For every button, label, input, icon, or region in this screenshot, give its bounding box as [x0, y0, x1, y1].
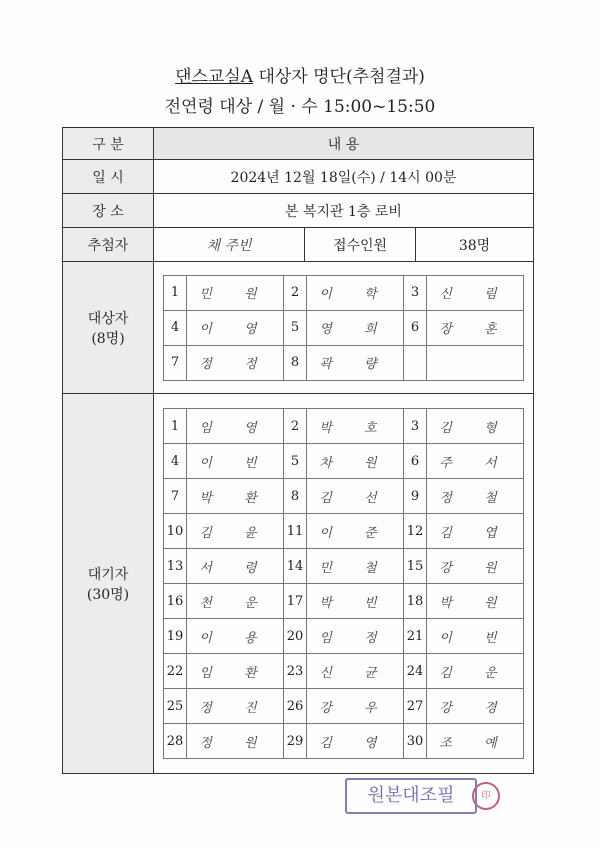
original-copy-stamp: 원본대조필 — [345, 778, 477, 814]
entry-number — [404, 345, 427, 380]
entry-number: 28 — [164, 724, 187, 759]
table-row — [164, 689, 524, 724]
entry-number: 17 — [284, 584, 307, 619]
entry-name-cell — [187, 689, 284, 724]
entry-name: 정 철 — [439, 490, 511, 506]
entry-name: 주 서 — [439, 455, 511, 471]
entry-name-cell — [427, 409, 524, 444]
entry-name-cell — [187, 584, 284, 619]
entry-name: 장 훈 — [439, 322, 511, 337]
entry-number: 6 — [404, 444, 427, 479]
date-value: 2024년 12월 18일(수) / 14시 00분 — [154, 160, 534, 194]
seal-icon: 印 — [472, 782, 500, 810]
entry-number: 12 — [404, 514, 427, 549]
entry-name: 박 환 — [199, 490, 271, 506]
entry-name-cell — [307, 444, 404, 479]
entry-name-cell — [427, 689, 524, 724]
waiting-cell — [154, 394, 534, 774]
entry-name-cell — [427, 345, 524, 380]
entry-name: 민 원 — [199, 287, 271, 302]
entry-name: 강 경 — [439, 700, 511, 716]
selected-cell — [154, 262, 534, 394]
entry-name-cell — [427, 310, 524, 345]
selected-label-cell — [63, 262, 154, 394]
entry-name-cell — [307, 514, 404, 549]
entry-number: 30 — [404, 724, 427, 759]
entry-name-cell — [307, 619, 404, 654]
table-row — [164, 409, 524, 444]
entry-number: 1 — [164, 409, 187, 444]
entry-name: 김 형 — [439, 420, 511, 436]
entry-name: 김 영 — [319, 735, 391, 751]
entry-name: 영 희 — [319, 322, 391, 337]
entry-name: 김 선 — [319, 490, 391, 506]
drawer-signature: 채 주빈 — [154, 228, 305, 262]
entry-name: 임 정 — [319, 630, 391, 646]
document-title — [0, 62, 600, 87]
entry-name-cell — [307, 724, 404, 759]
entry-number: 4 — [164, 444, 187, 479]
entry-number: 15 — [404, 549, 427, 584]
entry-name: 박 원 — [439, 595, 511, 611]
entry-name-cell — [307, 479, 404, 514]
entry-number: 23 — [284, 654, 307, 689]
entry-number: 8 — [284, 345, 307, 380]
selected-list — [163, 275, 524, 381]
entry-name: 서 령 — [199, 560, 271, 576]
entry-number: 26 — [284, 689, 307, 724]
waiting-label-cell — [63, 394, 154, 774]
entry-number: 5 — [284, 310, 307, 345]
entry-name: 강 원 — [439, 560, 511, 576]
entry-name: 이 준 — [319, 525, 391, 541]
header-content: 내 용 — [154, 128, 534, 160]
entry-name-cell — [427, 275, 524, 310]
entry-number: 4 — [164, 310, 187, 345]
entry-number: 3 — [404, 409, 427, 444]
entry-number: 6 — [404, 310, 427, 345]
selected-count: (8명) — [91, 330, 125, 347]
entry-number: 27 — [404, 689, 427, 724]
entry-name-cell — [187, 619, 284, 654]
entry-number: 8 — [284, 479, 307, 514]
table-row — [164, 584, 524, 619]
entry-name: 천 운 — [199, 595, 271, 611]
entry-number: 9 — [404, 479, 427, 514]
entry-name-cell — [187, 514, 284, 549]
place-value: 본 복지관 1층 로비 — [154, 194, 534, 228]
entry-name: 이 빈 — [199, 455, 271, 471]
entry-number: 20 — [284, 619, 307, 654]
drawer-label: 추첨자 — [63, 228, 154, 262]
entry-number: 2 — [284, 275, 307, 310]
entry-name-cell — [307, 409, 404, 444]
entry-number: 13 — [164, 549, 187, 584]
entry-name-cell — [427, 479, 524, 514]
entry-name: 민 철 — [319, 560, 391, 576]
entry-number: 7 — [164, 479, 187, 514]
entry-name: 임 환 — [199, 665, 271, 681]
entry-name-cell — [187, 479, 284, 514]
table-row — [164, 549, 524, 584]
table-row — [164, 514, 524, 549]
entry-name: 정 원 — [199, 735, 271, 751]
entry-name-cell — [427, 619, 524, 654]
count-label: 접수인원 — [305, 228, 416, 262]
entry-name: 조 예 — [439, 735, 511, 751]
entry-name-cell — [307, 654, 404, 689]
entry-name: 정 진 — [199, 700, 271, 716]
table-row — [164, 310, 524, 345]
count-value: 38명 — [416, 228, 534, 262]
entry-name-cell — [187, 549, 284, 584]
selected-label: 대상자 — [87, 310, 129, 327]
entry-name: 이 학 — [319, 287, 391, 302]
entry-name-cell — [307, 345, 404, 380]
entry-number: 22 — [164, 654, 187, 689]
entry-name: 차 원 — [319, 455, 391, 471]
entry-name-cell — [307, 549, 404, 584]
entry-number: 29 — [284, 724, 307, 759]
entry-name: 정 정 — [199, 357, 271, 372]
entry-number: 16 — [164, 584, 187, 619]
entry-name: 이 영 — [199, 322, 271, 337]
entry-name-cell — [187, 345, 284, 380]
entry-name-cell — [187, 409, 284, 444]
table-row — [164, 275, 524, 310]
entry-name-cell — [187, 444, 284, 479]
header-label: 구 분 — [63, 128, 154, 160]
entry-name-cell — [427, 444, 524, 479]
entry-name: 박 호 — [319, 420, 391, 436]
entry-number: 18 — [404, 584, 427, 619]
entry-number: 3 — [404, 275, 427, 310]
table-row — [164, 724, 524, 759]
entry-number: 7 — [164, 345, 187, 380]
entry-name: 김 윤 — [199, 525, 271, 541]
waiting-label: 대기자 — [87, 566, 129, 583]
entry-name: 김 운 — [439, 665, 511, 681]
entry-name: 신 균 — [319, 665, 391, 681]
entry-number: 10 — [164, 514, 187, 549]
entry-number: 21 — [404, 619, 427, 654]
entry-name-cell — [307, 310, 404, 345]
waiting-list — [163, 408, 524, 759]
entry-name: 박 빈 — [319, 595, 391, 611]
entry-number: 1 — [164, 275, 187, 310]
entry-number: 11 — [284, 514, 307, 549]
entry-name-cell — [427, 724, 524, 759]
entry-name: 곽 량 — [319, 357, 391, 372]
entry-number: 14 — [284, 549, 307, 584]
entry-name-cell — [427, 654, 524, 689]
entry-name: 강 우 — [319, 700, 391, 716]
date-label: 일 시 — [63, 160, 154, 194]
entry-name-cell — [307, 275, 404, 310]
table-row — [164, 619, 524, 654]
waiting-count: (30명) — [86, 586, 130, 603]
entry-name: 이 용 — [199, 630, 271, 646]
entry-number: 19 — [164, 619, 187, 654]
entry-name-cell — [427, 549, 524, 584]
table-row — [164, 345, 524, 380]
class-name: 댄스교실A — [175, 67, 254, 87]
document-subtitle: 전연령 대상 / 월 · 수 15:00~15:50 — [164, 97, 436, 117]
entry-name-cell — [187, 654, 284, 689]
entry-name-cell — [187, 275, 284, 310]
entry-name-cell — [307, 584, 404, 619]
entry-name: 이 빈 — [439, 630, 511, 646]
entry-name-cell — [427, 584, 524, 619]
entry-name-cell — [427, 514, 524, 549]
entry-number: 25 — [164, 689, 187, 724]
table-row — [164, 479, 524, 514]
table-row — [164, 654, 524, 689]
entry-name: 신 림 — [439, 287, 511, 302]
entry-name: 임 영 — [199, 420, 271, 436]
entry-number: 2 — [284, 409, 307, 444]
table-row — [164, 444, 524, 479]
entry-number: 5 — [284, 444, 307, 479]
entry-name: 김 엽 — [439, 525, 511, 541]
entry-number: 24 — [404, 654, 427, 689]
title-rest: 대상자 명단(추첨결과) — [253, 67, 425, 87]
place-label: 장 소 — [63, 194, 154, 228]
entry-name-cell — [187, 310, 284, 345]
entry-name-cell — [307, 689, 404, 724]
info-table — [62, 127, 534, 774]
entry-name-cell — [187, 724, 284, 759]
